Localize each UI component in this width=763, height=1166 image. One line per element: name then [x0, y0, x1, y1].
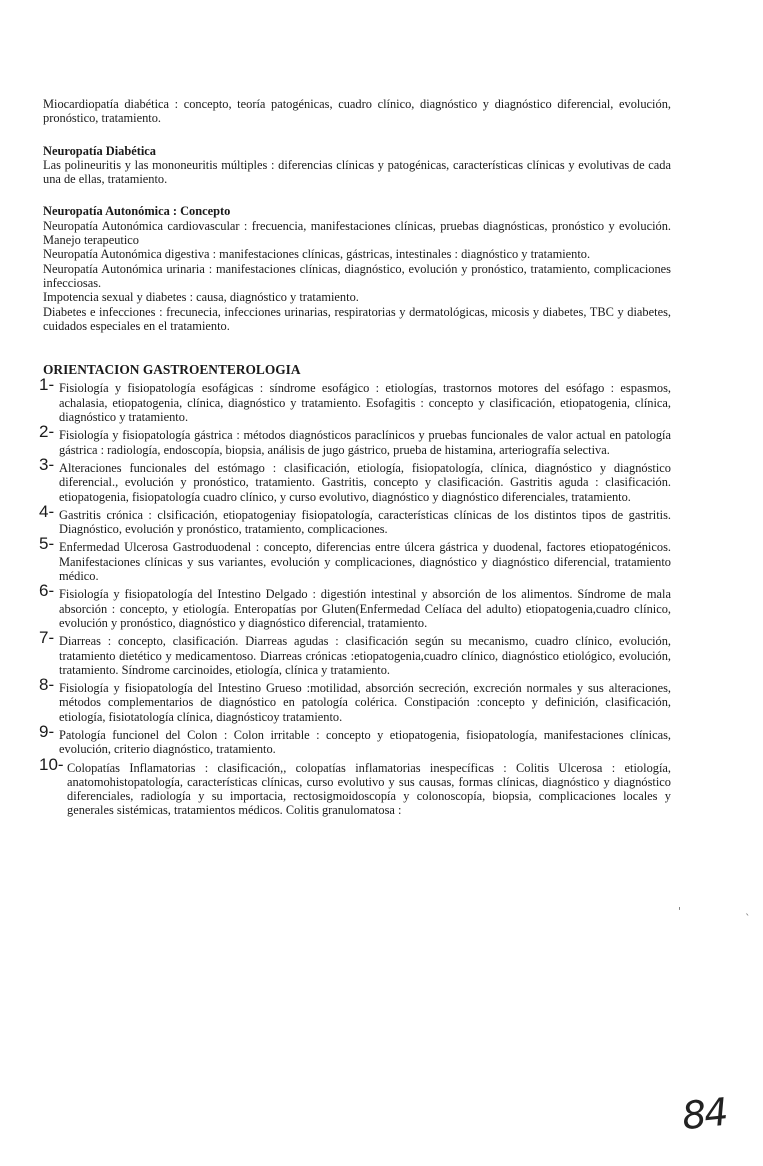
- handwritten-page-number: 84: [679, 1089, 729, 1139]
- item-text: Alteraciones funcionales del estómago : clasificación, etiología, fisiopatología, clínica, diagnóstico y diagnóstico diferencial., evolución y pronóstico, tratamiento. Gastritis, concepto y clasificación. Gastritis aguda : clasificación. etiopatogenia, fisiopatología cuadro clínico, y curso evolutivo, diagnóstico y diagnóstico diferenciales, tratamiento.: [59, 460, 671, 504]
- diabetic-neuropathy-heading: Neuropatía Diabética: [43, 143, 156, 158]
- autonomic-cardiovascular-paragraph: Neuropatía Autonómica cardiovascular : frecuencia, manifestaciones clínicas, pruebas diagnósticas, pronóstico y evolución. Manejo terapeutico: [43, 218, 671, 248]
- item-number: 5-: [39, 534, 55, 554]
- autonomic-digestive-paragraph: Neuropatía Autonómica digestiva : manifestaciones clínicas, gástricas, intestinales : diagnóstico y tratamiento.: [43, 247, 591, 262]
- item-text: Diarreas : concepto, clasificación. Diarreas agudas : clasificación según su mecanismo, cuadro clínico, evolución, tratamiento dietético y medicamentoso. Diarreas crónicas :etiopatogenia,cuadro clínico, diagnóstico etiológico, evolución, tratamiento. Síndrome carcinoides, etiología, clínica y tratamiento.: [59, 634, 671, 677]
- gastro-item-9: [39, 721, 671, 757]
- item-text: Enfermedad Ulcerosa Gastroduodenal : concepto, diferencias entre úlcera gástrica y duodenal, factores etiopatogénicos. Manifestaciones clínicas y sus variantes, evolución y complicaciones, diagnóstico y diagnóstico diferencial, tratamiento médico.: [59, 540, 671, 584]
- item-text: Gastritis crónica : clsificación, etiopatogeniay fisiopatología, características clínicas de los distintos tipos de gastritis. Diagnóstico, evolución y pronóstico, tratamiento, complicaciones.: [59, 507, 671, 537]
- item-text: Patología funcionel del Colon : Colon irritable : concepto y etiopatogenia, fisiopatología, manifestaciones clínicas, evolución, criterio diagnóstico, tratamiento.: [59, 727, 671, 757]
- item-number: 10-: [39, 754, 64, 774]
- item-number: 2-: [39, 422, 55, 442]
- item-text: Colopatías Inflamatorias : clasificación,, colopatías inflamatorias inespecíficas : Colitis Ulcerosa : etiología, anatomohistopatología, características clínicas, curso evolutivo y sus causas, formas clínicas, diagnóstico y diagnóstico diferenciales, radiología y su importacia, rectosigmoidoscopía y colonoscopía, biopsia, complicaciones locales y generales sistémicas, tratamientos médicos. Colitis granulomatosa :: [67, 760, 671, 818]
- item-number: 4-: [39, 501, 55, 521]
- gastro-item-7: [39, 628, 671, 677]
- item-text: Fisiología y fisiopatología gástrica : métodos diagnósticos paraclínicos y pruebas funcionales de valor actual en patología gástrica : radiología, endoscopía, biopsia, análisis de jugo gástrico, prueba de histamina, arteriografía selectiva.: [59, 428, 671, 457]
- gastro-item-8: [39, 675, 671, 724]
- gastro-item-3: [39, 454, 671, 504]
- item-number: 8-: [39, 675, 55, 695]
- autonomic-neuropathy-heading: Neuropatía Autonómica : Concepto: [43, 204, 231, 219]
- impotence-paragraph: Impotencia sexual y diabetes : causa, diagnóstico y tratamiento.: [43, 290, 359, 305]
- gastro-item-6: [39, 581, 671, 630]
- scan-speck: `: [745, 912, 751, 925]
- diabetic-neuropathy-paragraph: Las polineuritis y las mononeuritis múltiples : diferencias clínicas y patogénicas, características clínicas y evolutivas de cada una de ellas, tratamiento.: [43, 157, 671, 187]
- item-number: 1-: [39, 375, 55, 395]
- item-text: Fisiología y fisiopatología del Intestino Grueso :motilidad, absorción secreción, excreción normales y sus alteraciones, métodos complementarios de diagnóstico en patología colérica. Constipación :concepto y definición, clasificación, etiología, fisiotatología clínica, diagnósticoy tratamiento.: [59, 681, 671, 724]
- item-number: 7-: [39, 628, 55, 648]
- gastro-item-10: [39, 754, 671, 818]
- item-text: Fisiología y fisiopatología esofágicas : síndrome esofágico : etiologías, trastornos motores del esófago : espasmos, achalasia, etiopatogenia, clínica, diagnóstico y tratamiento. Esofagitis : concepto y clasificación, etiopatogenia, clínica, diagnóstico y tratamiento.: [59, 381, 671, 425]
- gastro-item-1: [39, 375, 671, 425]
- gastro-item-5: [39, 534, 671, 584]
- gastroenterology-heading: ORIENTACION GASTROENTEROLOGIA: [43, 362, 301, 378]
- gastro-item-2: [39, 422, 671, 457]
- document-body: [39, 97, 671, 818]
- gastro-item-4: [39, 501, 671, 537]
- item-number: 3-: [39, 454, 55, 474]
- item-number: 6-: [39, 581, 55, 601]
- item-text: Fisiología y fisiopatología del Intestino Delgado : digestión intestinal y absorción de los alimentos. Síndrome de mala absorción : concepto, y etiología. Enteropatías por Gluten(Enfermedad Celíaca del adulto) etiopatogenia,cuadro clínico, evolución y pronóstico, diagnóstico y diagnóstico diferencial, tratamiento.: [59, 587, 671, 630]
- scan-speck: ': [678, 905, 682, 918]
- item-number: 9-: [39, 721, 55, 741]
- autonomic-urinary-paragraph: Neuropatía Autonómica urinaria : manifestaciones clínicas, diagnóstico, evolución y pronóstico, tratamiento, complicaciones infecciosas.: [43, 261, 671, 290]
- myocardiopathy-paragraph: Miocardiopatía diabética : concepto, teoría patogénicas, cuadro clínico, diagnóstico y diagnóstico diferencial, evolución, pronóstico, tratamiento.: [43, 97, 671, 126]
- diabetes-infections-paragraph: Diabetes e infecciones : frecunecia, infecciones urinarias, respiratorias y dermatológicas, micosis y diabetes, TBC y diabetes, cuidados especiales en el tratamiento.: [43, 304, 671, 333]
